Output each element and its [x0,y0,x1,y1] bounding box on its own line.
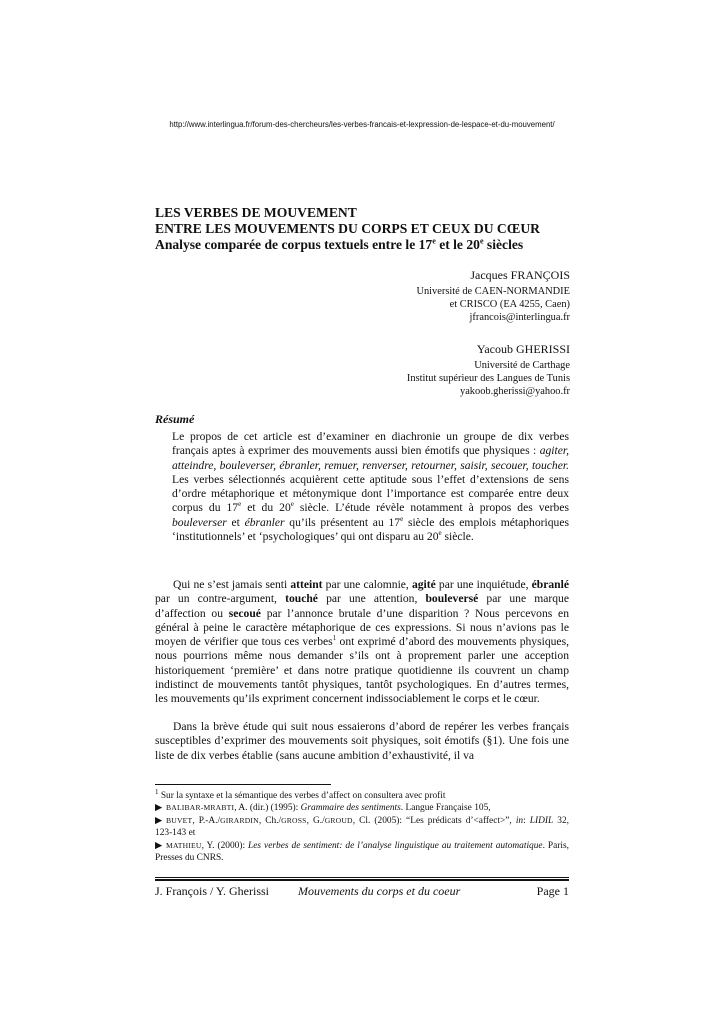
footnote-reference[interactable]: 1 [332,634,337,643]
page-number: Page 1 [536,884,569,898]
article-title [155,205,585,253]
footnote-reference-1: ▶ BALIBAR-MRABTI, A. (dir.) (1995): Grammaire des sentiments. Langue Française 105, [155,803,491,814]
title-line-1: LES VERBES DE MOUVEMENT [155,205,357,220]
author-email[interactable]: jfrancois@interlingua.fr [469,312,570,323]
footer-authors: J. François / Y. Gherissi [155,884,269,898]
author-name: Yacoub GHERISSI [476,342,570,356]
author-affiliation: et CRISCO (EA 4255, Caen) [449,299,570,310]
footnotes [155,787,570,864]
abstract-heading: Résumé [155,412,195,426]
source-url[interactable]: http://www.interlingua.fr/forum-des-chercheurs/les-verbes-francais-et-lexpression-de-lespace-et-du-mouvement/ [169,120,555,129]
footnote-reference-2: ▶ BUVET, P.-A./GIRARDIN, Ch./GROSS, G./GROUD, Cl. (2005): “Les prédicats d’<affect>”, in: LIDIL 32, 123-143 et [155,815,570,839]
author-email[interactable]: yakoob.gherissi@yahoo.fr [460,386,570,397]
footer-rule [155,879,569,881]
page-footer [155,884,569,900]
abstract-text: Le propos de cet article est d’examiner en diachronie un groupe de dix verbes français aptes à exprimer des mouvements aussi bien émotifs que physiques : agiter, atteindre, bouleverser, ébranler, remuer, renverser, retourner, saisir, secouer, toucher. Les verbes sélectionnés acquièrent cette aptitude sous l’effet d’extensions de sens d’ordre métaphorique et métonymique dont l’importance est comparée entre deux corpus du 17e et du 20e siècle. L’étude révèle notamment à propos des verbes bouleverser et ébranler qu’ils présentent au 17e siècle des emplois métaphoriques ‘institutionnels’ et ‘psychologiques’ qui ont disparu au 20e siècle. [172,430,569,544]
title-line-2: ENTRE LES MOUVEMENTS DU CORPS ET CEUX DU CŒUR [155,221,540,236]
bullet-arrow-icon: ▶ [155,815,163,826]
body-paragraph-1: Qui ne s’est jamais senti atteint par une calomnie, agité par une inquiétude, ébranlé par un contre-argument, touché par une attention, bouleversé par une marque d’affection ou secoué par l’annonce brutale d’une disparition ? Nous percevons en général à peine le caractère métaphorique de ces expressions. Si nous n’avions pas le moyen de vérifier que tous ces verbes$^1$ ont exprimé d’abord des mouvements physiques, nous pourrions même nous demander s’ils ont à proprement parler une acception historiquement ‘première’ et dans notre pratique quotidienne ils couvrent un champ indistinct de mouvements tantôt physiques, tantôt psychologiques. En d’autres termes, les mouvements qu’ils expriment concernent indissociablement le corps et le cœur. [155,578,569,706]
footnote-reference-3: ▶ MATHIEU, Y. (2000): Les verbes de sentiment: de l’analyse linguistique au traitement automatique. Paris, Presses du CNRS. [155,840,570,864]
subtitle: Analyse comparée de corpus textuels entre le 17e et le 20e siècles [155,236,524,252]
footnote-1: $^1$ Sur la syntaxe et la sémantique des verbes d’affect on consultera avec profit [155,787,446,801]
author-block-1 [416,267,570,324]
author-block-2 [407,341,570,398]
author-affiliation: Université de CAEN-NORMANDIE [416,286,570,297]
body-paragraph-2: Dans la brève étude qui suit nous essaierons d’abord de repérer les verbes français susceptibles d’exprimer des mouvements soit physiques, soit émotifs (§1). Une fois une liste de dix verbes établie (sans aucune ambition d’exhaustivité, il va [155,720,569,762]
bullet-arrow-icon: ▶ [155,840,163,851]
footnote-separator [155,784,331,785]
author-name: Jacques FRANÇOIS [470,268,570,282]
bullet-arrow-icon: ▶ [155,803,163,814]
footer-title: Mouvements du corps et du coeur [298,884,461,898]
author-affiliation: Université de Carthage [474,360,570,371]
author-affiliation: Institut supérieur des Langues de Tunis [406,373,570,384]
footer-rule [155,877,569,878]
